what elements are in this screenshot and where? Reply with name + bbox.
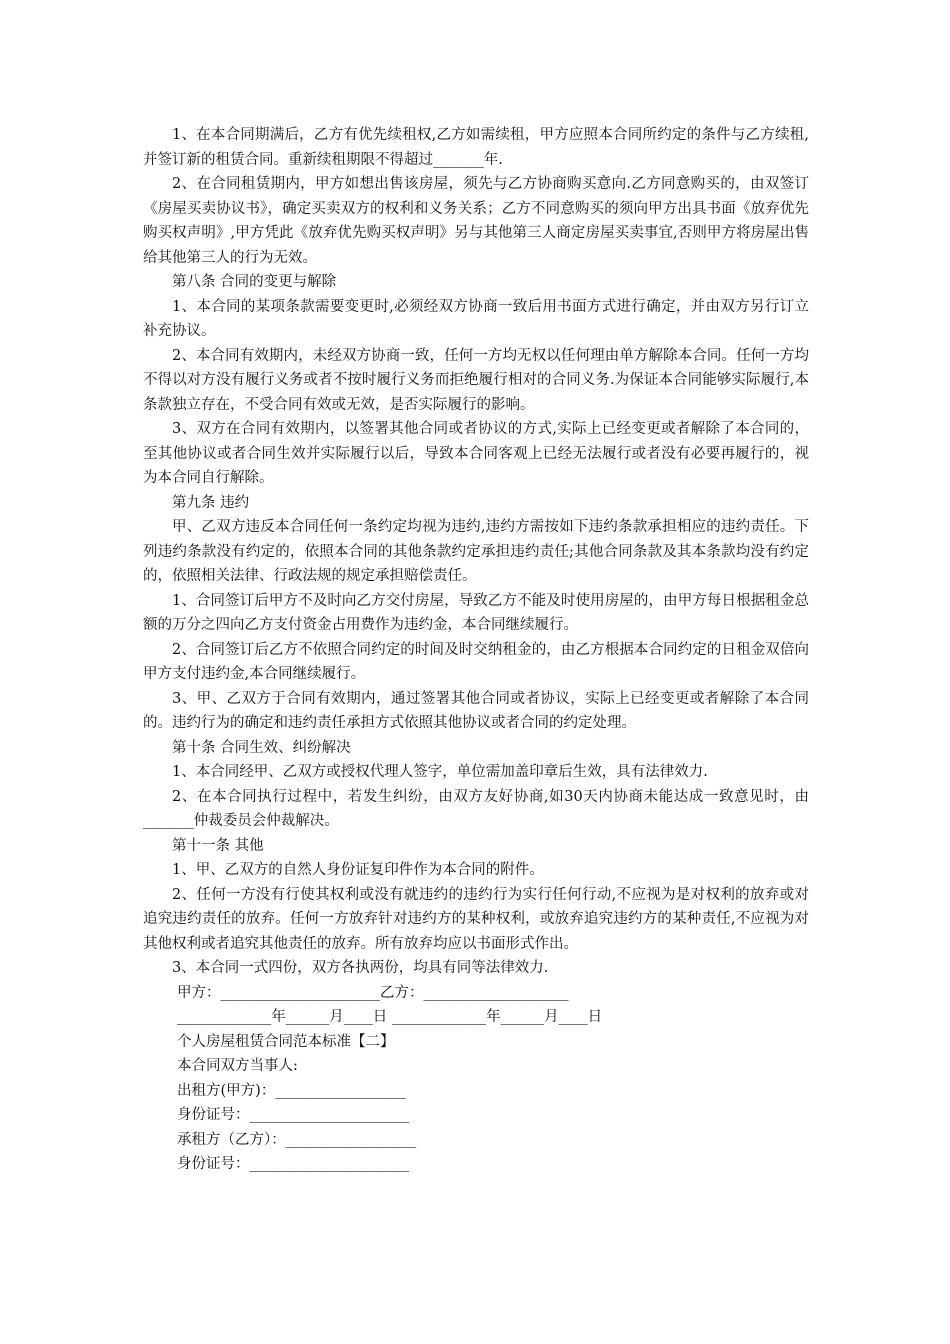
- lessee-id-line: 身份证号：______________________: [177, 1156, 409, 1172]
- lessee-line: 承租方（乙方）：__________________: [177, 1131, 417, 1148]
- date-line: _____________年______月____日 _____________年______月____日: [177, 1009, 603, 1025]
- paragraph: 2、合同签订后乙方不依照合同约定的时间及时交纳租金的，由乙方根据本合同约定的日租金双倍向甲方支付违约金,本合同继续履行。: [143, 641, 809, 682]
- lessor-line: 出租方(甲方)：__________________: [177, 1082, 406, 1099]
- signature-line: 甲方：______________________乙方：____________________: [177, 984, 569, 1001]
- lessor-id-line: 身份证号：______________________: [177, 1107, 409, 1123]
- parties-label: 本合同双方当事人:: [177, 1058, 298, 1074]
- paragraph: 3、甲、乙双方于合同有效期内，通过签署其他合同或者协议，实际上已经变更或者解除了本合同的。违约行为的确定和违约责任承担方式依照其他协议或者合同的约定处理。: [143, 690, 809, 731]
- paragraph: 1、本合同的某项条款需要变更时,必须经双方协商一致后用书面方式进行确定，并由双方另行订立补充协议。: [143, 298, 809, 339]
- article-9-heading: 第九条 违约: [172, 494, 250, 511]
- paragraph: 2、任何一方没有行使其权利或没有就违约的违约行为实行任何行动,不应视为是对权利的放弃或对追究违约责任的放弃。任何一方放弃针对违约方的某种权利，或放弃追究违约方的某种责任,不应视为对其他权利或者追究其他责任的放弃。所有放弃均应以书面形式作出。: [143, 886, 809, 952]
- paragraph: 2、在本合同执行过程中，若发生纠纷，由双方友好协商,如30天内协商未能达成一致意见时，由_______仲裁委员会仲裁解决。: [143, 788, 809, 829]
- article-10-heading: 第十条 合同生效、纠纷解决: [172, 739, 351, 756]
- renewal-clause: 1、在本合同期满后，乙方有优先续租权,乙方如需续租，甲方应照本合同所约定的条件与乙方续租,并签订新的租赁合同。重新续租期限不得超过_______年.: [143, 127, 809, 168]
- paragraph: 甲、乙双方违反本合同任何一条约定均视为违约,违约方需按如下违约条款承担相应的违约责任。下列违约条款没有约定的，依照本合同的其他条款约定承担违约责任;其他合同条款及其本条款均没有约定的，依照相关法律、行政法规的规定承担赔偿责任。: [143, 519, 809, 584]
- sale-clause: 2、在合同租赁期内，甲方如想出售该房屋，须先与乙方协商购买意向.乙方同意购买的，由双签订《房屋买卖协议书》，确定买卖双方的权利和义务关系；乙方不同意购买的须向甲方出具书面《放弃优先购买权声明》,甲方凭此《放弃优先购买权声明》另与其他第三人商定房屋买卖事宜,否则甲方将房屋出售给其他第三人的行为无效。: [143, 176, 809, 266]
- paragraph: 1、合同签订后甲方不及时向乙方交付房屋，导致乙方不能及时使用房屋的，由甲方每日根据租金总额的万分之四向乙方支付资金占用费作为违约金，本合同继续履行。: [143, 592, 809, 633]
- article-11-heading: 第十一条 其他: [172, 837, 264, 854]
- section-title: 个人房屋租赁合同范本标准【二】: [177, 1033, 395, 1050]
- paragraph: 1、甲、乙双方的自然人身份证复印件作为本合同的附件。: [172, 862, 544, 878]
- paragraph: 2、本合同有效期内，未经双方协商一致，任何一方均无权以任何理由单方解除本合同。任何一方均不得以对方没有履行义务或者不按时履行义务而拒绝履行相对的合同义务.为保证本合同能够实际履行,本条款独立存在，不受合同有效或无效，是否实际履行的影响。: [143, 347, 809, 413]
- article-8-heading: 第八条 合同的变更与解除: [172, 274, 337, 290]
- paragraph: 1、本合同经甲、乙双方或授权代理人签字，单位需加盖印章后生效，具有法律效力.: [172, 764, 708, 780]
- paragraph: 3、双方在合同有效期内，以签署其他合同或者协议的方式,实际上已经变更或者解除了本合同的，至其他协议或者合同生效并实际履行以后，导致本合同客观上已经无法履行或者没有必要再履行的，视为本合同自行解除。: [143, 421, 809, 486]
- document-body: [143, 123, 809, 1177]
- paragraph: 3、本合同一式四份，双方各执两份，均具有同等法律效力.: [172, 960, 549, 976]
